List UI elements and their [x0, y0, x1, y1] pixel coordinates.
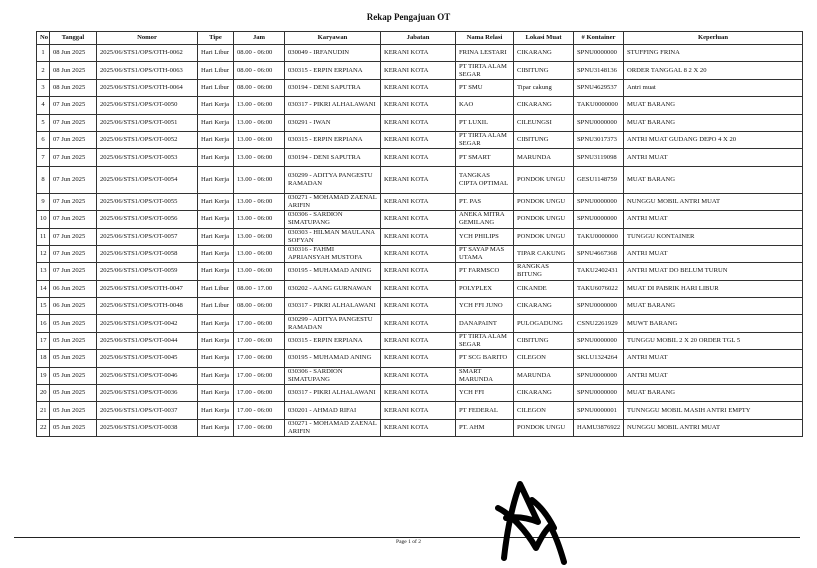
header-karyawan: Karyawan — [285, 32, 381, 45]
cell-tipe: Hari Kerja — [198, 245, 234, 262]
table-header-row — [37, 32, 803, 45]
cell-keperluan: NUNGGU MOBIL ANTRI MUAT — [624, 193, 803, 210]
cell-jabatan: KERANI KOTA — [381, 193, 456, 210]
cell-lokasi-muat: CILEUNGSI — [514, 114, 574, 131]
cell-kontainer: GESU1148759 — [574, 166, 624, 193]
cell-keperluan: STUFFING FRINA — [624, 45, 803, 62]
cell-tanggal: 05 Jun 2025 — [50, 402, 97, 419]
cell-tanggal: 07 Jun 2025 — [50, 149, 97, 166]
cell-nama-relasi: YCH PHILIPS — [456, 228, 514, 245]
table-row — [37, 350, 803, 367]
cell-lokasi-muat: PONDOK UNGU — [514, 228, 574, 245]
cell-lokasi-muat: PULOGADUNG — [514, 315, 574, 332]
cell-karyawan: 030317 - PIKRI ALHALAWANI — [285, 298, 381, 315]
cell-jam: 13.00 - 06:00 — [234, 166, 285, 193]
cell-karyawan: 030303 - HILMAN MAULANA SOFYAN — [285, 228, 381, 245]
cell-karyawan: 030315 - ERPIN ERPIANA — [285, 131, 381, 148]
cell-nama-relasi: PT FEDERAL — [456, 402, 514, 419]
cell-jabatan: KERANI KOTA — [381, 402, 456, 419]
cell-jabatan: KERANI KOTA — [381, 367, 456, 384]
ot-recap-table — [36, 31, 803, 437]
header-jam: Jam — [234, 32, 285, 45]
cell-nama-relasi: YCH FFI — [456, 385, 514, 402]
cell-karyawan: 030195 - MUHAMAD ANING — [285, 263, 381, 280]
cell-keperluan: TUNGGU KONTAINER — [624, 228, 803, 245]
cell-karyawan: 030299 - ADITYA PANGESTU RAMADAN — [285, 166, 381, 193]
header-kontainer: # Kontainer — [574, 32, 624, 45]
cell-nomor: 2025/06/STS1/OPS/OT-0050 — [97, 97, 198, 114]
pen-scribble — [470, 470, 600, 568]
cell-lokasi-muat: Tipar cakung — [514, 79, 574, 96]
cell-keperluan: MUAT BARANG — [624, 298, 803, 315]
cell-nomor: 2025/06/STS1/OPS/OTH-0064 — [97, 79, 198, 96]
cell-no: 1 — [37, 45, 50, 62]
cell-jam: 17.00 - 06:00 — [234, 350, 285, 367]
table-row — [37, 419, 803, 436]
cell-jam: 13.00 - 06:00 — [234, 228, 285, 245]
cell-nama-relasi: TANGKAS CIPTA OPTIMAL — [456, 166, 514, 193]
cell-tipe: Hari Kerja — [198, 350, 234, 367]
cell-keperluan: ANTRI MUAT — [624, 350, 803, 367]
cell-no: 2 — [37, 62, 50, 79]
cell-jabatan: KERANI KOTA — [381, 228, 456, 245]
table-row — [37, 193, 803, 210]
cell-nama-relasi: PT TIRTA ALAM SEGAR — [456, 62, 514, 79]
cell-lokasi-muat: RANGKAS BITUNG — [514, 263, 574, 280]
cell-tipe: Hari Libur — [198, 298, 234, 315]
cell-nomor: 2025/06/STS1/OPS/OT-0042 — [97, 315, 198, 332]
cell-tanggal: 06 Jun 2025 — [50, 298, 97, 315]
cell-lokasi-muat: PONDOK UNGU — [514, 166, 574, 193]
cell-jabatan: KERANI KOTA — [381, 315, 456, 332]
cell-tanggal: 05 Jun 2025 — [50, 419, 97, 436]
cell-jam: 08.00 - 06:00 — [234, 45, 285, 62]
cell-tipe: Hari Kerja — [198, 385, 234, 402]
cell-kontainer: CSNU2261929 — [574, 315, 624, 332]
cell-karyawan: 030271 - MOHAMAD ZAENAL ARIFIN — [285, 193, 381, 210]
cell-jam: 13.00 - 06:00 — [234, 149, 285, 166]
cell-nomor: 2025/06/STS1/OPS/OT-0054 — [97, 166, 198, 193]
cell-jam: 13.00 - 06:00 — [234, 245, 285, 262]
cell-nomor: 2025/06/STS1/OPS/OT-0057 — [97, 228, 198, 245]
cell-jabatan: KERANI KOTA — [381, 166, 456, 193]
header-lokasi-muat: Lokasi Muat — [514, 32, 574, 45]
cell-kontainer: SPNU0000000 — [574, 385, 624, 402]
cell-keperluan: ANTRI MUAT GUDANG DEPO 4 X 20 — [624, 131, 803, 148]
header-no: No — [37, 32, 50, 45]
cell-karyawan: 030194 - DENI SAPUTRA — [285, 79, 381, 96]
cell-tanggal: 07 Jun 2025 — [50, 228, 97, 245]
cell-lokasi-muat: CIBITUNG — [514, 62, 574, 79]
table-row — [37, 385, 803, 402]
page-number: Page 1 of 2 — [396, 539, 421, 545]
cell-nomor: 2025/06/STS1/OPS/OTH-0063 — [97, 62, 198, 79]
cell-lokasi-muat: MARUNDA — [514, 149, 574, 166]
cell-nama-relasi: SMART MARUNDA — [456, 367, 514, 384]
cell-lokasi-muat: PONDOK UNGU — [514, 211, 574, 228]
cell-karyawan: 030291 - IWAN — [285, 114, 381, 131]
cell-jam: 08.00 - 17.00 — [234, 280, 285, 297]
header-keperluan: Keperluan — [624, 32, 803, 45]
cell-tanggal: 07 Jun 2025 — [50, 166, 97, 193]
cell-jabatan: KERANI KOTA — [381, 45, 456, 62]
cell-keperluan: ORDER TANGGAL 8 2 X 20 — [624, 62, 803, 79]
cell-jabatan: KERANI KOTA — [381, 245, 456, 262]
cell-lokasi-muat: TIPAR CAKUNG — [514, 245, 574, 262]
cell-tipe: Hari Kerja — [198, 315, 234, 332]
cell-nama-relasi: POLYPLEX — [456, 280, 514, 297]
cell-tanggal: 07 Jun 2025 — [50, 97, 97, 114]
cell-jabatan: KERANI KOTA — [381, 149, 456, 166]
table-row — [37, 263, 803, 280]
cell-tipe: Hari Kerja — [198, 166, 234, 193]
cell-tipe: Hari Kerja — [198, 149, 234, 166]
cell-karyawan: 030317 - PIKRI ALHALAWANI — [285, 385, 381, 402]
cell-no: 5 — [37, 114, 50, 131]
cell-nomor: 2025/06/STS1/OPS/OT-0045 — [97, 350, 198, 367]
cell-nomor: 2025/06/STS1/OPS/OT-0058 — [97, 245, 198, 262]
cell-tanggal: 08 Jun 2025 — [50, 45, 97, 62]
table-row — [37, 211, 803, 228]
cell-nama-relasi: YCH FFI JUNO — [456, 298, 514, 315]
cell-kontainer: TAKU6076022 — [574, 280, 624, 297]
cell-keperluan: ANTRI MUAT — [624, 149, 803, 166]
cell-kontainer: TAKU0000000 — [574, 97, 624, 114]
cell-nama-relasi: ANEKA MITRA GEMILANG — [456, 211, 514, 228]
cell-jam: 17.00 - 06:00 — [234, 315, 285, 332]
table-row — [37, 315, 803, 332]
cell-tipe: Hari Kerja — [198, 131, 234, 148]
cell-jam: 13.00 - 06:00 — [234, 211, 285, 228]
cell-kontainer: SPNU0000000 — [574, 45, 624, 62]
cell-keperluan: TUNGGU MOBIL 2 X 20 ORDER TGL 5 — [624, 332, 803, 349]
cell-tipe: Hari Kerja — [198, 419, 234, 436]
cell-lokasi-muat: CILEGON — [514, 402, 574, 419]
cell-keperluan: MUAT BARANG — [624, 97, 803, 114]
cell-karyawan: 030299 - ADITYA PANGESTU RAMADAN — [285, 315, 381, 332]
cell-jam: 08.00 - 06:00 — [234, 298, 285, 315]
table-row — [37, 45, 803, 62]
cell-jam: 13.00 - 06:00 — [234, 114, 285, 131]
cell-tipe: Hari Libur — [198, 62, 234, 79]
cell-tanggal: 08 Jun 2025 — [50, 62, 97, 79]
table-row — [37, 298, 803, 315]
cell-karyawan: 030317 - PIKRI ALHALAWANI — [285, 97, 381, 114]
footer-divider — [14, 537, 800, 538]
cell-no: 19 — [37, 367, 50, 384]
cell-no: 11 — [37, 228, 50, 245]
table-row — [37, 402, 803, 419]
cell-karyawan: 030306 - SARDION SIMATUPANG — [285, 211, 381, 228]
cell-kontainer: SPNU0000000 — [574, 298, 624, 315]
cell-kontainer: SPNU0000000 — [574, 193, 624, 210]
cell-jabatan: KERANI KOTA — [381, 211, 456, 228]
cell-kontainer: SPNU3148136 — [574, 62, 624, 79]
cell-no: 18 — [37, 350, 50, 367]
cell-nama-relasi: PT LUXIL — [456, 114, 514, 131]
table-row — [37, 79, 803, 96]
cell-jabatan: KERANI KOTA — [381, 97, 456, 114]
cell-karyawan: 030315 - ERPIN ERPIANA — [285, 62, 381, 79]
cell-nomor: 2025/06/STS1/OPS/OTH-0048 — [97, 298, 198, 315]
cell-tanggal: 07 Jun 2025 — [50, 114, 97, 131]
header-nomor: Nomor — [97, 32, 198, 45]
table-row — [37, 166, 803, 193]
cell-kontainer: SPNU0000000 — [574, 332, 624, 349]
cell-kontainer: SPNU0000000 — [574, 367, 624, 384]
cell-no: 16 — [37, 315, 50, 332]
cell-nomor: 2025/06/STS1/OPS/OT-0038 — [97, 419, 198, 436]
cell-jam: 13.00 - 06:00 — [234, 97, 285, 114]
cell-nomor: 2025/06/STS1/OPS/OT-0044 — [97, 332, 198, 349]
cell-lokasi-muat: MARUNDA — [514, 367, 574, 384]
cell-keperluan: Antri muat — [624, 79, 803, 96]
cell-nomor: 2025/06/STS1/OPS/OTH-0047 — [97, 280, 198, 297]
cell-nama-relasi: PT. AHM — [456, 419, 514, 436]
cell-nama-relasi: PT SMART — [456, 149, 514, 166]
cell-karyawan: 030202 - AANG GURNAWAN — [285, 280, 381, 297]
cell-jam: 17.00 - 06:00 — [234, 367, 285, 384]
cell-tanggal: 07 Jun 2025 — [50, 263, 97, 280]
cell-nama-relasi: PT TIRTA ALAM SEGAR — [456, 332, 514, 349]
cell-no: 9 — [37, 193, 50, 210]
cell-tanggal: 05 Jun 2025 — [50, 350, 97, 367]
cell-karyawan: 030195 - MUHAMAD ANING — [285, 350, 381, 367]
header-tanggal: Tanggal — [50, 32, 97, 45]
cell-nomor: 2025/06/STS1/OPS/OT-0056 — [97, 211, 198, 228]
cell-jabatan: KERANI KOTA — [381, 62, 456, 79]
cell-jam: 17.00 - 06:00 — [234, 332, 285, 349]
cell-tipe: Hari Kerja — [198, 193, 234, 210]
cell-tipe: Hari Libur — [198, 45, 234, 62]
cell-nama-relasi: PT. PAS — [456, 193, 514, 210]
cell-no: 4 — [37, 97, 50, 114]
cell-nomor: 2025/06/STS1/OPS/OT-0055 — [97, 193, 198, 210]
cell-jam: 08.00 - 06:00 — [234, 79, 285, 96]
cell-tanggal: 05 Jun 2025 — [50, 332, 97, 349]
cell-keperluan: TUNNGGU MOBIL MASIH ANTRI EMPTY — [624, 402, 803, 419]
cell-nama-relasi: PT FARMSCO — [456, 263, 514, 280]
cell-tanggal: 05 Jun 2025 — [50, 315, 97, 332]
cell-lokasi-muat: CIKANDE — [514, 280, 574, 297]
cell-tanggal: 07 Jun 2025 — [50, 131, 97, 148]
cell-lokasi-muat: PONDOK UNGU — [514, 193, 574, 210]
cell-no: 20 — [37, 385, 50, 402]
cell-lokasi-muat: CIBITUNG — [514, 131, 574, 148]
cell-kontainer: SPNU3017373 — [574, 131, 624, 148]
cell-kontainer: SPNU0000000 — [574, 211, 624, 228]
cell-keperluan: ANTRI MUAT — [624, 367, 803, 384]
cell-jabatan: KERANI KOTA — [381, 385, 456, 402]
cell-keperluan: MUAT BARANG — [624, 114, 803, 131]
cell-tipe: Hari Libur — [198, 280, 234, 297]
cell-nomor: 2025/06/STS1/OPS/OT-0059 — [97, 263, 198, 280]
cell-tanggal: 05 Jun 2025 — [50, 385, 97, 402]
cell-no: 13 — [37, 263, 50, 280]
cell-jam: 13.00 - 06:00 — [234, 193, 285, 210]
cell-no: 21 — [37, 402, 50, 419]
cell-jabatan: KERANI KOTA — [381, 350, 456, 367]
header-nama-relasi: Nama Relasi — [456, 32, 514, 45]
cell-lokasi-muat: CIKARANG — [514, 97, 574, 114]
cell-nama-relasi: PT SCG BARITO — [456, 350, 514, 367]
cell-nomor: 2025/06/STS1/OPS/OT-0036 — [97, 385, 198, 402]
cell-kontainer: TAKU0000000 — [574, 228, 624, 245]
cell-lokasi-muat: PONDOK UNGU — [514, 419, 574, 436]
table-row — [37, 149, 803, 166]
cell-jam: 17.00 - 06:00 — [234, 419, 285, 436]
cell-tipe: Hari Kerja — [198, 402, 234, 419]
cell-nomor: 2025/06/STS1/OPS/OT-0052 — [97, 131, 198, 148]
cell-keperluan: NUNGGU MOBIL ANTRI MUAT — [624, 419, 803, 436]
cell-jabatan: KERANI KOTA — [381, 131, 456, 148]
cell-tanggal: 08 Jun 2025 — [50, 79, 97, 96]
cell-jabatan: KERANI KOTA — [381, 263, 456, 280]
cell-nama-relasi: KAO — [456, 97, 514, 114]
cell-tipe: Hari Kerja — [198, 114, 234, 131]
cell-no: 14 — [37, 280, 50, 297]
cell-kontainer: SPNU3119098 — [574, 149, 624, 166]
cell-lokasi-muat: CIBITUNG — [514, 332, 574, 349]
cell-jam: 17.00 - 06:00 — [234, 402, 285, 419]
cell-no: 8 — [37, 166, 50, 193]
cell-keperluan: ANTRI MUAT — [624, 245, 803, 262]
cell-no: 10 — [37, 211, 50, 228]
cell-tanggal: 07 Jun 2025 — [50, 245, 97, 262]
cell-tipe: Hari Kerja — [198, 97, 234, 114]
cell-kontainer: HAMU3876922 — [574, 419, 624, 436]
cell-jabatan: KERANI KOTA — [381, 332, 456, 349]
cell-nomor: 2025/06/STS1/OPS/OT-0051 — [97, 114, 198, 131]
cell-jabatan: KERANI KOTA — [381, 79, 456, 96]
cell-lokasi-muat: CIKARANG — [514, 385, 574, 402]
cell-kontainer: SKLU1324264 — [574, 350, 624, 367]
cell-karyawan: 030194 - DENI SAPUTRA — [285, 149, 381, 166]
table-row — [37, 62, 803, 79]
cell-no: 22 — [37, 419, 50, 436]
page-title: Rekap Pengajuan OT — [366, 12, 451, 22]
cell-nama-relasi: PT SMU — [456, 79, 514, 96]
cell-nomor: 2025/06/STS1/OPS/OT-0053 — [97, 149, 198, 166]
cell-tipe: Hari Kerja — [198, 211, 234, 228]
cell-nama-relasi: PT SAYAP MAS UTAMA — [456, 245, 514, 262]
cell-no: 7 — [37, 149, 50, 166]
cell-no: 12 — [37, 245, 50, 262]
cell-nomor: 2025/06/STS1/OPS/OT-0046 — [97, 367, 198, 384]
cell-nomor: 2025/06/STS1/OPS/OT-0037 — [97, 402, 198, 419]
cell-lokasi-muat: CIKARANG — [514, 45, 574, 62]
cell-jabatan: KERANI KOTA — [381, 419, 456, 436]
cell-karyawan: 030315 - ERPIN ERPIANA — [285, 332, 381, 349]
cell-kontainer: SPNU4667368 — [574, 245, 624, 262]
header-tipe: Tipe — [198, 32, 234, 45]
table-row — [37, 97, 803, 114]
cell-jam: 08.00 - 06:00 — [234, 62, 285, 79]
cell-keperluan: MUAT BARANG — [624, 385, 803, 402]
cell-keperluan: ANTRI MUAT DO BELUM TURUN — [624, 263, 803, 280]
cell-tanggal: 07 Jun 2025 — [50, 193, 97, 210]
cell-no: 17 — [37, 332, 50, 349]
table-row — [37, 280, 803, 297]
cell-nama-relasi: PT TIRTA ALAM SEGAR — [456, 131, 514, 148]
cell-karyawan: 030316 - FAHMI APRIANSYAH MUSTOFA — [285, 245, 381, 262]
cell-keperluan: MUWT BARANG — [624, 315, 803, 332]
table-row — [37, 228, 803, 245]
cell-lokasi-muat: CILEGON — [514, 350, 574, 367]
cell-jam: 17.00 - 06:00 — [234, 385, 285, 402]
cell-karyawan: 030049 - IRFANUDIN — [285, 45, 381, 62]
cell-no: 15 — [37, 298, 50, 315]
cell-jabatan: KERANI KOTA — [381, 280, 456, 297]
cell-karyawan: 030306 - SARDION SIMATUPANG — [285, 367, 381, 384]
cell-keperluan: MUAT DI PABRIK HARI LIBUR — [624, 280, 803, 297]
cell-lokasi-muat: CIKARANG — [514, 298, 574, 315]
cell-tanggal: 06 Jun 2025 — [50, 280, 97, 297]
header-jabatan: Jabatan — [381, 32, 456, 45]
cell-karyawan: 030201 - AHMAD RIFAI — [285, 402, 381, 419]
table-body — [37, 45, 803, 437]
cell-nama-relasi: DANAPAINT — [456, 315, 514, 332]
cell-tipe: Hari Libur — [198, 79, 234, 96]
table-row — [37, 332, 803, 349]
cell-jabatan: KERANI KOTA — [381, 114, 456, 131]
cell-tipe: Hari Kerja — [198, 228, 234, 245]
cell-no: 6 — [37, 131, 50, 148]
cell-keperluan: ANTRI MUAT — [624, 211, 803, 228]
cell-karyawan: 030271 - MOHAMAD ZAENAL ARIFIN — [285, 419, 381, 436]
cell-tipe: Hari Kerja — [198, 367, 234, 384]
cell-jabatan: KERANI KOTA — [381, 298, 456, 315]
cell-kontainer: SPNU0000000 — [574, 114, 624, 131]
table-row — [37, 131, 803, 148]
cell-kontainer: TAKU2402431 — [574, 263, 624, 280]
cell-kontainer: SPNU4629537 — [574, 79, 624, 96]
table-row — [37, 114, 803, 131]
table-row — [37, 367, 803, 384]
cell-tipe: Hari Kerja — [198, 332, 234, 349]
cell-kontainer: SPNU0000001 — [574, 402, 624, 419]
cell-jam: 13.00 - 06:00 — [234, 263, 285, 280]
cell-no: 3 — [37, 79, 50, 96]
cell-jam: 13.00 - 06:00 — [234, 131, 285, 148]
table-row — [37, 245, 803, 262]
cell-keperluan: MUAT BARANG — [624, 166, 803, 193]
cell-nama-relasi: FRINA LESTARI — [456, 45, 514, 62]
cell-tanggal: 05 Jun 2025 — [50, 367, 97, 384]
cell-nomor: 2025/06/STS1/OPS/OTH-0062 — [97, 45, 198, 62]
cell-tipe: Hari Kerja — [198, 263, 234, 280]
cell-tanggal: 07 Jun 2025 — [50, 211, 97, 228]
